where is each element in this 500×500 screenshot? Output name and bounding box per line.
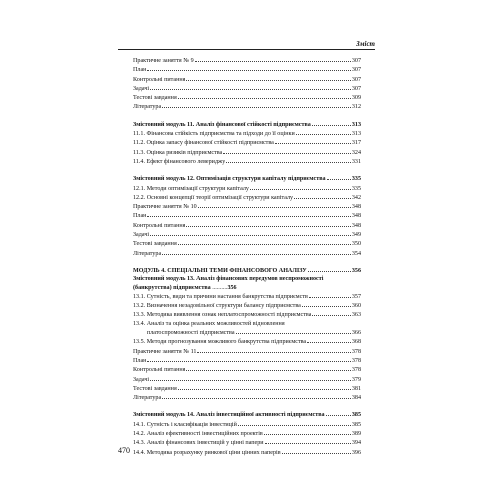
- toc-section-heading: [133, 120, 361, 129]
- toc-page-number: 317: [351, 140, 361, 147]
- running-header-title: Зміст: [356, 40, 375, 48]
- toc-entry: [133, 301, 361, 310]
- toc-entry-title: 12.2. Основні концепції теорії оптимізації структури капіталу: [133, 194, 294, 201]
- toc-leader-dots: [308, 266, 351, 272]
- toc-page-number: 366: [351, 330, 361, 337]
- toc-page-number: 348: [351, 204, 361, 211]
- toc-entry-title: 13.3. Методика виявлення ознак неплатоспроможності підприємства: [133, 312, 312, 319]
- toc-entry: [133, 56, 361, 65]
- toc-page-number: 335: [351, 185, 361, 192]
- toc-entry: [133, 365, 361, 374]
- toc-leader-dots: [265, 438, 351, 444]
- toc-page-number: 313: [351, 121, 361, 128]
- toc-entry: [133, 249, 361, 258]
- toc-entry: [133, 65, 361, 74]
- toc-entry-title: Змістовний модуль 11. Аналіз фінансової стійкості підприємства: [133, 121, 311, 128]
- toc-entry-title: 14.1. Сутність і класифікація інвестицій: [133, 421, 237, 428]
- toc-leader-dots: [198, 202, 351, 208]
- toc-leader-dots: [238, 420, 351, 426]
- toc-entry-title: платоспроможності підприємства: [147, 330, 235, 337]
- toc-page-number: 309: [351, 95, 361, 102]
- toc-entry: [133, 420, 361, 429]
- toc-entry: [133, 75, 361, 84]
- toc-entry: [133, 239, 361, 248]
- toc-leader-dots: [150, 84, 351, 90]
- toc-entry: [133, 138, 361, 147]
- toc-entry: [133, 184, 361, 193]
- toc-entry-title: Література: [133, 395, 162, 402]
- toc-entry: [133, 230, 361, 239]
- toc-leader-dots: [162, 102, 351, 108]
- toc-entry: [133, 384, 361, 393]
- toc-entry: [133, 429, 361, 438]
- toc-page-number: 356: [351, 267, 361, 274]
- toc-leader-dots: [147, 65, 350, 71]
- toc-page-number: 396: [351, 449, 361, 456]
- toc-entry: [133, 356, 361, 365]
- toc-page-number: 354: [351, 250, 361, 257]
- toc-leader-dots: [197, 347, 350, 353]
- toc-leader-dots: [236, 328, 351, 334]
- toc-section-heading: [133, 410, 361, 419]
- toc-entry-title: 11.4. Ефект фінансового левериджу: [133, 158, 226, 165]
- toc-leader-dots: [294, 193, 351, 199]
- toc-entry: [133, 347, 361, 356]
- toc-entry: [133, 148, 361, 157]
- toc-leader-dots: [178, 239, 351, 245]
- toc-gap: [133, 258, 361, 266]
- toc-gap: [133, 402, 361, 410]
- toc-page-number: 342: [351, 194, 361, 201]
- toc-entry-title: 11.2. Оцінка запасу фінансової стійкості підприємства: [133, 140, 274, 147]
- toc-entry-title: Тестові завдання: [133, 241, 177, 248]
- toc-page-number: 357: [351, 293, 361, 300]
- toc-entry: [133, 157, 361, 166]
- toc-entry: [133, 328, 361, 337]
- toc-entry-title: 11.1. Фінансова стійкість підприємства та підходи до її оцінки: [133, 131, 295, 138]
- toc-page-number: 360: [351, 303, 361, 310]
- toc-entry-title: Тестові завдання: [133, 385, 177, 392]
- toc-entry: [133, 375, 361, 384]
- toc-entry-title: Змістовний модуль 14. Аналіз інвестиційної активності підприємства: [133, 412, 325, 419]
- toc-page-number: 385: [351, 412, 361, 419]
- toc-leader-dots: [186, 365, 350, 371]
- toc-page-number: 378: [351, 357, 361, 364]
- toc-page-number: 324: [351, 149, 361, 156]
- toc-leader-dots: [147, 356, 350, 362]
- toc-page-number: 389: [351, 430, 361, 437]
- page-number: 470: [118, 446, 130, 455]
- toc-page-number: 307: [351, 76, 361, 83]
- toc-entry-title: Практичне заняття № 10: [133, 204, 197, 211]
- toc-leader-dots: [250, 184, 351, 190]
- toc-entry: [133, 211, 361, 220]
- toc-leader-dots: [307, 337, 351, 343]
- toc-leader-dots: [150, 375, 351, 381]
- toc-entry-title: 13.1. Сутність, види та причини настання банкрутства підприємств: [133, 293, 308, 300]
- toc-section-heading: [133, 266, 361, 275]
- toc-entry: [133, 320, 361, 328]
- toc-page-number: 384: [351, 395, 361, 402]
- toc-leader-dots: [223, 148, 351, 154]
- toc-entry-title: План: [133, 67, 147, 74]
- toc-entry-title: 14.3. Аналіз фінансових інвестицій у цінні папери: [133, 440, 264, 447]
- toc-section-heading: [133, 275, 361, 292]
- toc-leader-dots: [312, 120, 351, 126]
- toc-entry-title: Задачі: [133, 85, 150, 92]
- toc-entry: [133, 102, 361, 111]
- toc-entry-title: 12.1. Методи оптимізації структури капіталу: [133, 185, 249, 192]
- toc-entry: [133, 448, 361, 457]
- toc-gap: [133, 166, 361, 174]
- toc-entry-title: Контрольні питання: [133, 76, 186, 83]
- toc-entry-title: МОДУЛЬ 4. СПЕЦІАЛЬНІ ТЕМИ ФІНАНСОВОГО АНАЛІЗУ: [133, 267, 307, 274]
- toc-page-number: 381: [351, 385, 361, 392]
- toc-page-number: 350: [351, 241, 361, 248]
- toc-page-number: 363: [351, 312, 361, 319]
- toc-entry-title: 11.3. Оцінка ризиків підприємства: [133, 149, 223, 156]
- toc-page-number: 335: [351, 176, 361, 183]
- toc-entry-title: Тестові завдання: [133, 95, 177, 102]
- toc-page-number: 307: [351, 67, 361, 74]
- toc-page-number: 307: [351, 58, 361, 64]
- toc-page-number: 356: [227, 284, 237, 291]
- toc-page-number: 307: [351, 85, 361, 92]
- toc-leader-dots: [309, 292, 351, 298]
- running-header: [118, 40, 375, 50]
- toc-entry: [133, 202, 361, 211]
- toc-page-number: 385: [351, 421, 361, 428]
- toc-leader-dots: [147, 211, 350, 217]
- toc-leader-dots: [312, 310, 350, 316]
- toc-page-number: 331: [351, 158, 361, 165]
- toc-page-number: 348: [351, 213, 361, 220]
- toc-leader-dots: [264, 429, 351, 435]
- toc-leader-dots: [162, 249, 351, 255]
- toc-leader-dots: [150, 230, 351, 236]
- toc-entry-title: План: [133, 213, 147, 220]
- toc-entry-title: Змістовний модуль 13. Аналіз фінансових передумов неспроможності (банкрутства) підприємства: [133, 276, 324, 291]
- toc-entry: [133, 337, 361, 346]
- toc-entry: [133, 292, 361, 301]
- toc-entry-title: Контрольні питання: [133, 367, 186, 374]
- toc-leader-dots: [178, 384, 351, 390]
- toc-entry: [133, 93, 361, 102]
- toc-page-number: 394: [351, 440, 361, 447]
- toc-leader-dots: [226, 157, 351, 163]
- toc-entry: [133, 393, 361, 402]
- toc-leader-dots: [186, 75, 350, 81]
- toc-leader-dots: [186, 221, 350, 227]
- toc-page-number: 312: [351, 104, 361, 111]
- toc-entry: [133, 129, 361, 138]
- toc-leader-dots: [296, 129, 351, 135]
- toc-page-number: 378: [351, 367, 361, 374]
- toc-page-number: 349: [351, 232, 361, 239]
- toc-page-number: 379: [351, 376, 361, 383]
- toc-entry: [133, 438, 361, 447]
- toc-page-number: 313: [351, 131, 361, 138]
- toc-entry-title: Задачі: [133, 376, 150, 383]
- toc-entry: [133, 193, 361, 202]
- toc-page-number: 348: [351, 222, 361, 229]
- toc-page-number: 378: [351, 348, 361, 355]
- table-of-contents: [133, 56, 361, 457]
- toc-leader-dots: [195, 56, 351, 62]
- toc-entry-title: Задачі: [133, 232, 150, 239]
- toc-leader-dots: [162, 393, 351, 399]
- toc-leader-dots: [275, 138, 351, 144]
- toc-entry-title: 14.2. Аналіз ефективності інвестиційних проектів: [133, 430, 263, 437]
- toc-entry-title: Практичне заняття № 9: [133, 58, 194, 64]
- toc-leader-dots: [326, 410, 351, 416]
- toc-entry: [133, 221, 361, 230]
- toc-entry-title: 13.5. Методи прогнозування можливого банкрутства підприємства: [133, 339, 307, 346]
- toc-entry-title: Контрольні питання: [133, 222, 186, 229]
- toc-gap: [133, 112, 361, 120]
- toc-leader-dots: [327, 174, 351, 180]
- toc-leader-dots: ..........: [210, 284, 228, 291]
- toc-entry-title: Змістовний модуль 12. Оптимізація структури капіталу підприємства: [133, 176, 326, 183]
- toc-leader-dots: [178, 93, 351, 99]
- toc-entry-title: План: [133, 357, 147, 364]
- toc-leader-dots: [282, 448, 351, 454]
- toc-entry: [133, 84, 361, 93]
- toc-leader-dots: [302, 301, 351, 307]
- toc-entry: [133, 310, 361, 319]
- toc-entry-title: Література: [133, 104, 162, 111]
- toc-entry-title: Література: [133, 250, 162, 257]
- toc-entry-title: Практичне заняття № 11: [133, 348, 197, 355]
- toc-entry-title: 13.4. Аналіз та оцінка реальних можливостей відновлення: [133, 320, 285, 327]
- toc-entry-title: 14.4. Методика розрахунку ринкової ціни цінних паперів: [133, 449, 281, 456]
- toc-section-heading: [133, 174, 361, 183]
- toc-page-number: 368: [351, 339, 361, 346]
- toc-entry-title: 13.2. Визначення незадовільної структури балансу підприємства: [133, 303, 301, 310]
